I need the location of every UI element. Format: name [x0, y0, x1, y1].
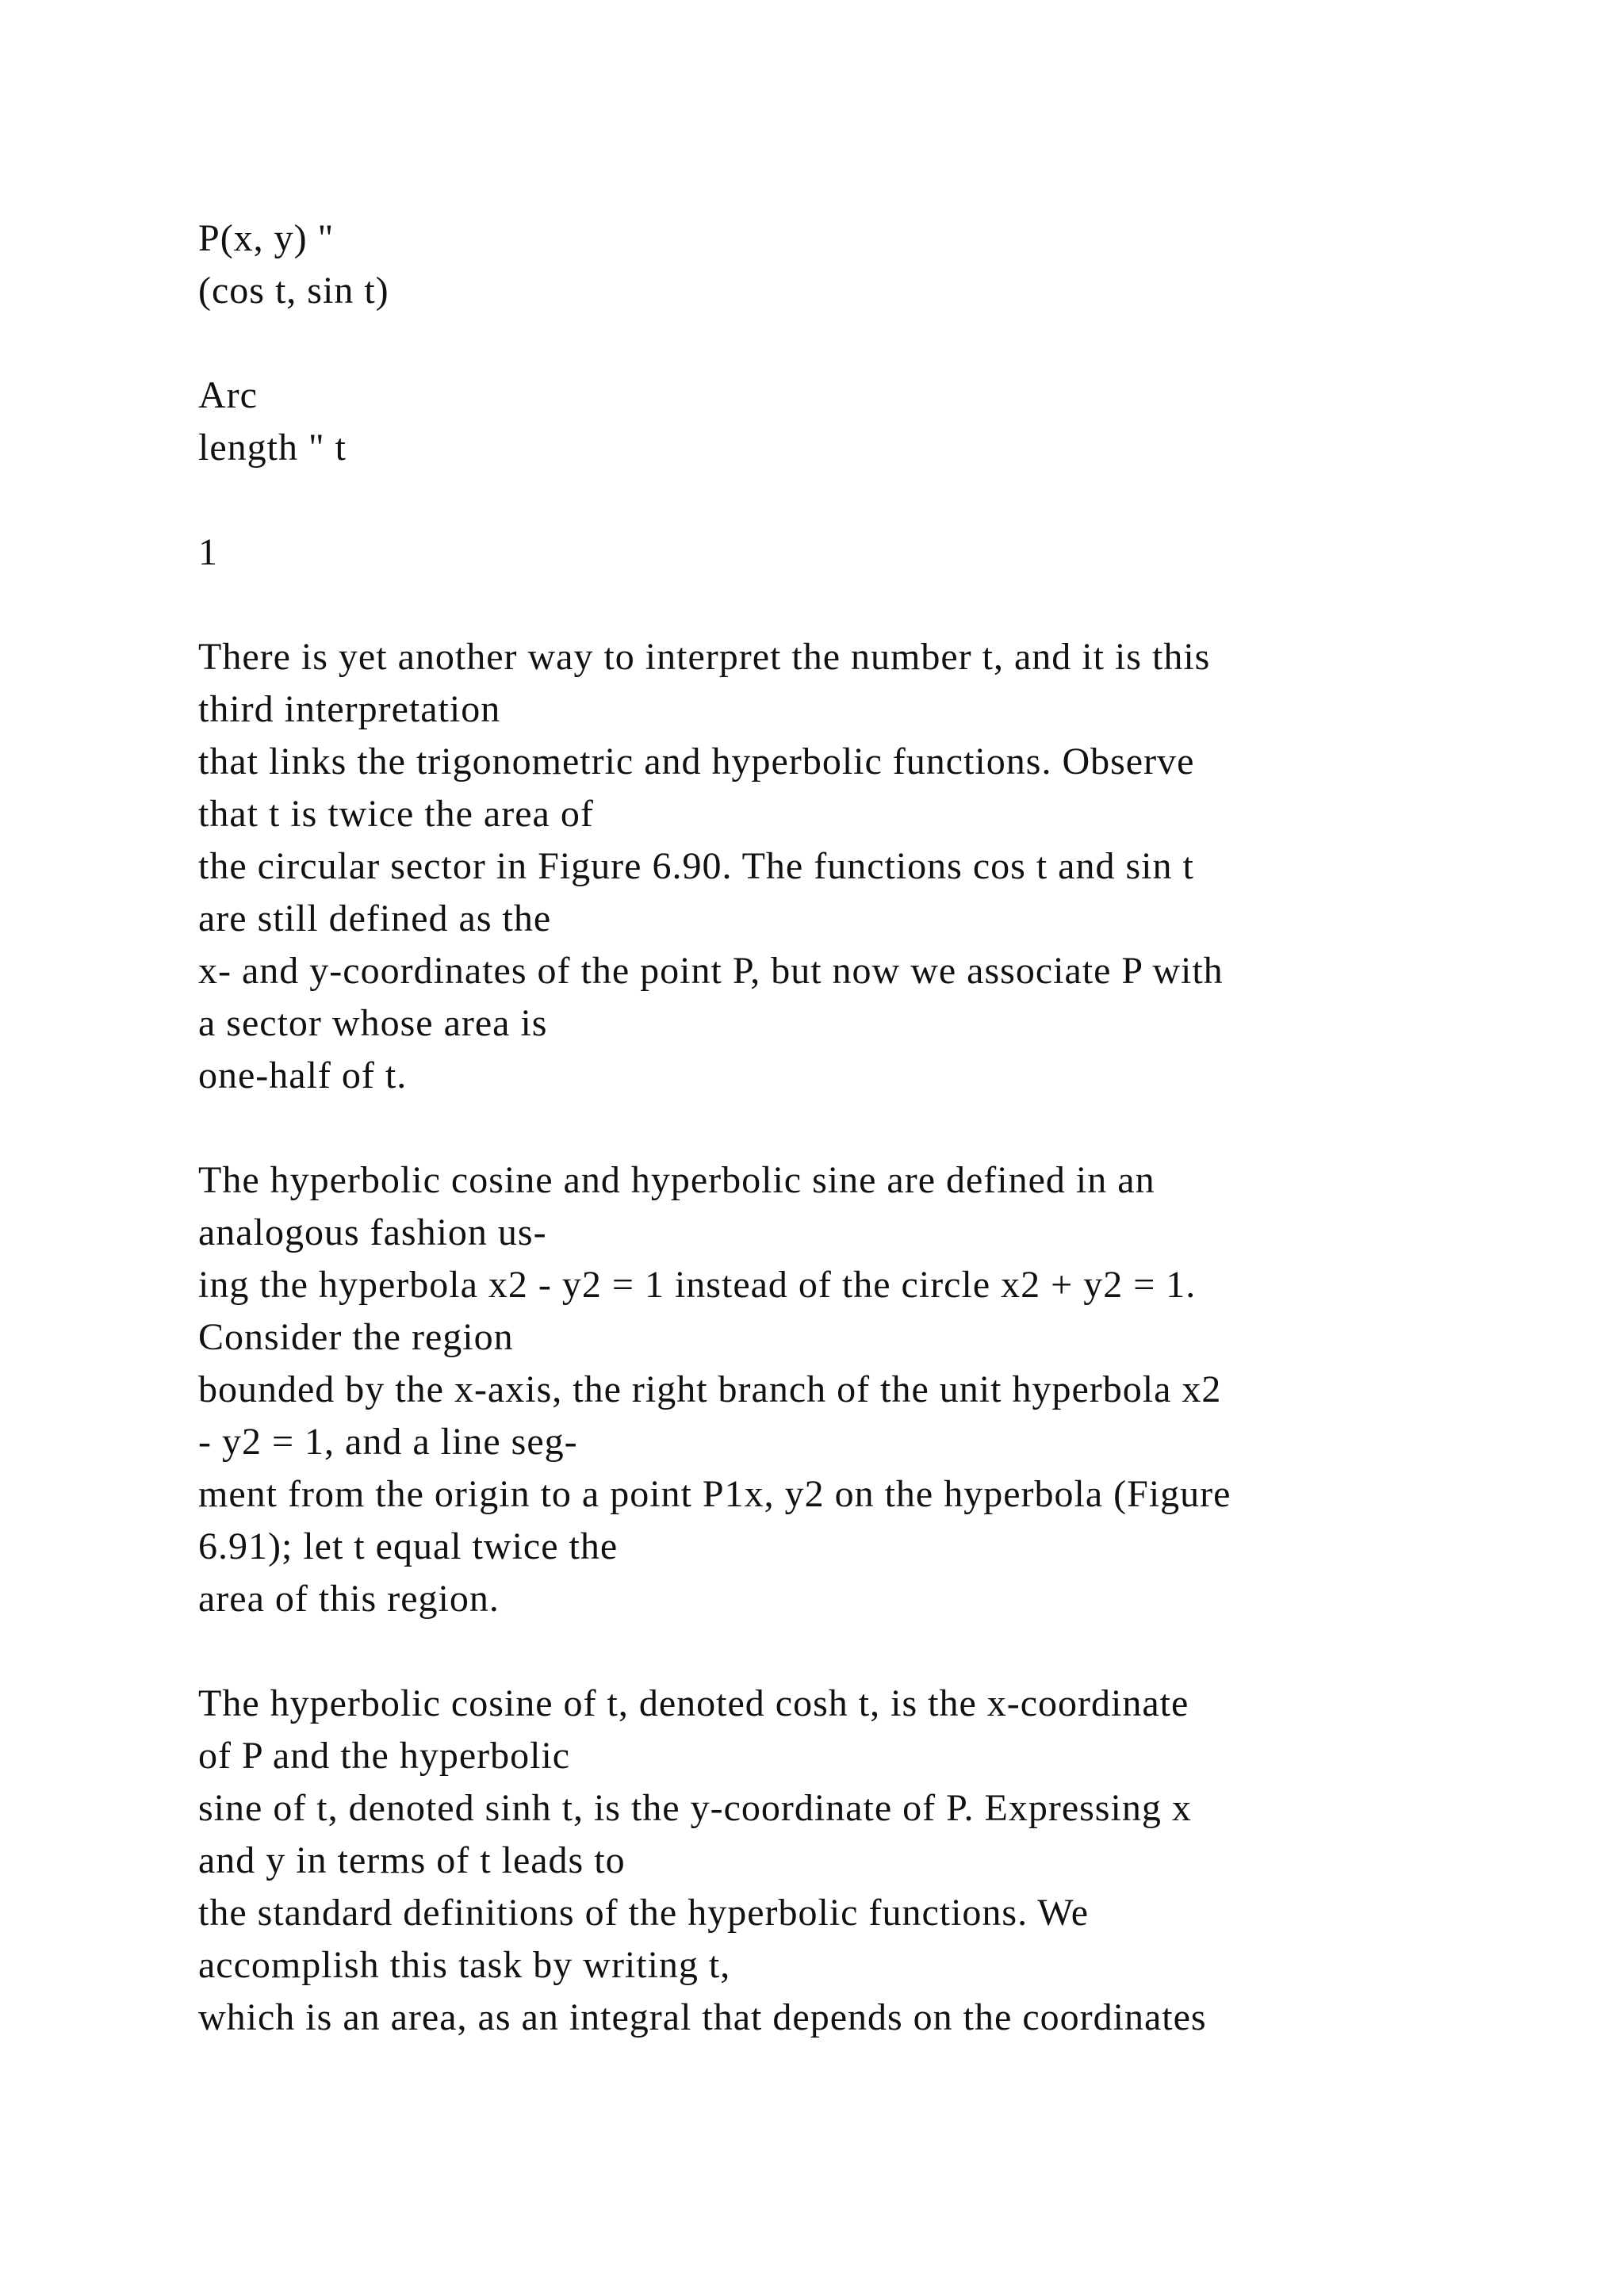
text-line: that t is twice the area of [198, 793, 594, 835]
text-line: accomplish this task by writing t, [198, 1944, 731, 1986]
text-line: one-half of t. [198, 1054, 408, 1096]
text-line: that links the trigonometric and hyperbolic functions. Observe [198, 740, 1195, 783]
figure-coords-label: (cos t, sin t) [198, 270, 389, 312]
text-line: a sector whose area is [198, 1002, 548, 1044]
text-line: Consider the region [198, 1316, 514, 1358]
figure-arc-length-label: length " t [198, 427, 347, 469]
text-line: There is yet another way to interpret the number t, and it is this [198, 636, 1211, 678]
blank-line [198, 317, 1546, 369]
text-line: third interpretation [198, 688, 501, 730]
text-line: bounded by the x-axis, the right branch of the unit hyperbola x2 [198, 1368, 1222, 1410]
blank-line [198, 474, 1546, 526]
text-line: analogous fashion us- [198, 1211, 547, 1253]
blank-line [198, 1102, 1546, 1154]
text-line: ing the hyperbola x2 - y2 = 1 instead of the circle x2 + y2 = 1. [198, 1264, 1197, 1306]
text-line: the circular sector in Figure 6.90. The functions cos t and sin t [198, 845, 1194, 887]
paragraph-cosh-sinh [198, 1678, 1546, 2044]
figure-radius-label: 1 [198, 531, 218, 573]
text-line: which is an area, as an integral that depends on the coordinates [198, 1996, 1207, 2038]
figure-arc-label: Arc [198, 374, 258, 416]
figure-point-label: P(x, y) " [198, 217, 335, 259]
text-line: The hyperbolic cosine and hyperbolic sine are defined in an [198, 1159, 1155, 1201]
blank-line [198, 1625, 1546, 1678]
text-line: area of this region. [198, 1578, 500, 1620]
paragraph-hyperbolic-definition [198, 1154, 1546, 1625]
blank-line [198, 579, 1546, 631]
document-page [198, 212, 1546, 2044]
text-line: the standard definitions of the hyperbolic functions. We [198, 1892, 1089, 1934]
text-line: The hyperbolic cosine of t, denoted cosh t, is the x-coordinate [198, 1682, 1189, 1724]
text-line: - y2 = 1, and a line seg- [198, 1421, 578, 1463]
text-line: sine of t, denoted sinh t, is the y-coordinate of P. Expressing x [198, 1787, 1192, 1829]
paragraph-third-interpretation [198, 631, 1546, 1102]
text-line: 6.91); let t equal twice the [198, 1525, 619, 1567]
text-line: ment from the origin to a point P1x, y2 on the hyperbola (Figure [198, 1473, 1231, 1515]
text-line: are still defined as the [198, 897, 552, 939]
text-line: and y in terms of t leads to [198, 1839, 626, 1881]
text-line: x- and y-coordinates of the point P, but now we associate P with [198, 950, 1224, 992]
text-line: of P and the hyperbolic [198, 1735, 571, 1777]
